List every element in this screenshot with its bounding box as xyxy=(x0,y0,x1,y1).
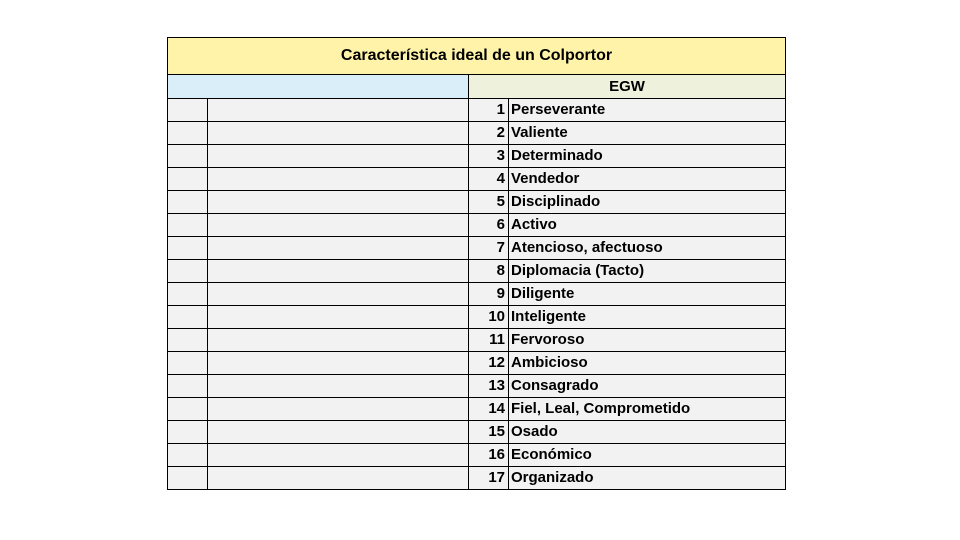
row-number[interactable]: 13 xyxy=(469,375,509,398)
blank-header-cell xyxy=(168,75,469,99)
characteristic-label[interactable]: Fervoroso xyxy=(509,329,786,352)
blank-cell[interactable] xyxy=(208,214,469,237)
table-body xyxy=(168,38,786,490)
table-row xyxy=(168,329,786,352)
table-row xyxy=(168,306,786,329)
blank-cell[interactable] xyxy=(208,467,469,490)
blank-cell[interactable] xyxy=(168,375,208,398)
table-row xyxy=(168,375,786,398)
characteristic-label[interactable]: Diplomacia (Tacto) xyxy=(509,260,786,283)
blank-cell[interactable] xyxy=(208,421,469,444)
characteristic-label[interactable]: Económico xyxy=(509,444,786,467)
blank-cell[interactable] xyxy=(208,329,469,352)
blank-cell[interactable] xyxy=(208,168,469,191)
blank-cell[interactable] xyxy=(168,421,208,444)
blank-cell[interactable] xyxy=(168,329,208,352)
characteristic-label[interactable]: Disciplinado xyxy=(509,191,786,214)
blank-cell[interactable] xyxy=(208,122,469,145)
characteristic-label[interactable]: Vendedor xyxy=(509,168,786,191)
characteristic-label[interactable]: Determinado xyxy=(509,145,786,168)
characteristic-label[interactable]: Inteligente xyxy=(509,306,786,329)
blank-cell[interactable] xyxy=(168,260,208,283)
blank-cell[interactable] xyxy=(168,122,208,145)
blank-cell[interactable] xyxy=(208,398,469,421)
table-title: Característica ideal de un Colportor xyxy=(168,38,786,75)
row-number[interactable]: 9 xyxy=(469,283,509,306)
table-row xyxy=(168,421,786,444)
blank-cell[interactable] xyxy=(168,306,208,329)
blank-cell[interactable] xyxy=(208,237,469,260)
characteristic-label[interactable]: Diligente xyxy=(509,283,786,306)
blank-cell[interactable] xyxy=(208,191,469,214)
title-row xyxy=(168,38,786,75)
blank-cell[interactable] xyxy=(208,375,469,398)
blank-cell[interactable] xyxy=(168,467,208,490)
characteristic-label[interactable]: Ambicioso xyxy=(509,352,786,375)
row-number[interactable]: 17 xyxy=(469,467,509,490)
table-row xyxy=(168,191,786,214)
blank-cell[interactable] xyxy=(208,99,469,122)
table-row xyxy=(168,398,786,421)
table-row xyxy=(168,283,786,306)
table-row xyxy=(168,352,786,375)
characteristics-table xyxy=(167,37,786,490)
characteristic-label[interactable]: Activo xyxy=(509,214,786,237)
row-number[interactable]: 15 xyxy=(469,421,509,444)
row-number[interactable]: 10 xyxy=(469,306,509,329)
row-number[interactable]: 8 xyxy=(469,260,509,283)
blank-cell[interactable] xyxy=(208,260,469,283)
characteristic-label[interactable]: Perseverante xyxy=(509,99,786,122)
row-number[interactable]: 11 xyxy=(469,329,509,352)
row-number[interactable]: 16 xyxy=(469,444,509,467)
table-row xyxy=(168,467,786,490)
characteristic-label[interactable]: Organizado xyxy=(509,467,786,490)
blank-cell[interactable] xyxy=(208,352,469,375)
table-row xyxy=(168,168,786,191)
row-number[interactable]: 14 xyxy=(469,398,509,421)
row-number[interactable]: 2 xyxy=(469,122,509,145)
table-row xyxy=(168,122,786,145)
blank-cell[interactable] xyxy=(168,283,208,306)
blank-cell[interactable] xyxy=(208,283,469,306)
table-row xyxy=(168,99,786,122)
row-number[interactable]: 3 xyxy=(469,145,509,168)
blank-cell[interactable] xyxy=(168,352,208,375)
blank-cell[interactable] xyxy=(168,191,208,214)
blank-cell[interactable] xyxy=(168,444,208,467)
row-number[interactable]: 7 xyxy=(469,237,509,260)
table-row xyxy=(168,237,786,260)
characteristic-label[interactable]: Valiente xyxy=(509,122,786,145)
row-number[interactable]: 1 xyxy=(469,99,509,122)
characteristic-label[interactable]: Osado xyxy=(509,421,786,444)
blank-cell[interactable] xyxy=(168,398,208,421)
row-number[interactable]: 6 xyxy=(469,214,509,237)
row-number[interactable]: 12 xyxy=(469,352,509,375)
blank-cell[interactable] xyxy=(208,444,469,467)
characteristic-label[interactable]: Fiel, Leal, Comprometido xyxy=(509,398,786,421)
blank-cell[interactable] xyxy=(168,99,208,122)
characteristic-label[interactable]: Consagrado xyxy=(509,375,786,398)
table-row xyxy=(168,145,786,168)
blank-cell[interactable] xyxy=(168,214,208,237)
blank-cell[interactable] xyxy=(208,306,469,329)
table-row xyxy=(168,214,786,237)
blank-cell[interactable] xyxy=(208,145,469,168)
row-number[interactable]: 5 xyxy=(469,191,509,214)
table-row xyxy=(168,260,786,283)
blank-cell[interactable] xyxy=(168,168,208,191)
header-row xyxy=(168,75,786,99)
row-number[interactable]: 4 xyxy=(469,168,509,191)
blank-cell[interactable] xyxy=(168,145,208,168)
table-row xyxy=(168,444,786,467)
characteristic-label[interactable]: Atencioso, afectuoso xyxy=(509,237,786,260)
blank-cell[interactable] xyxy=(168,237,208,260)
egw-header: EGW xyxy=(469,75,786,99)
